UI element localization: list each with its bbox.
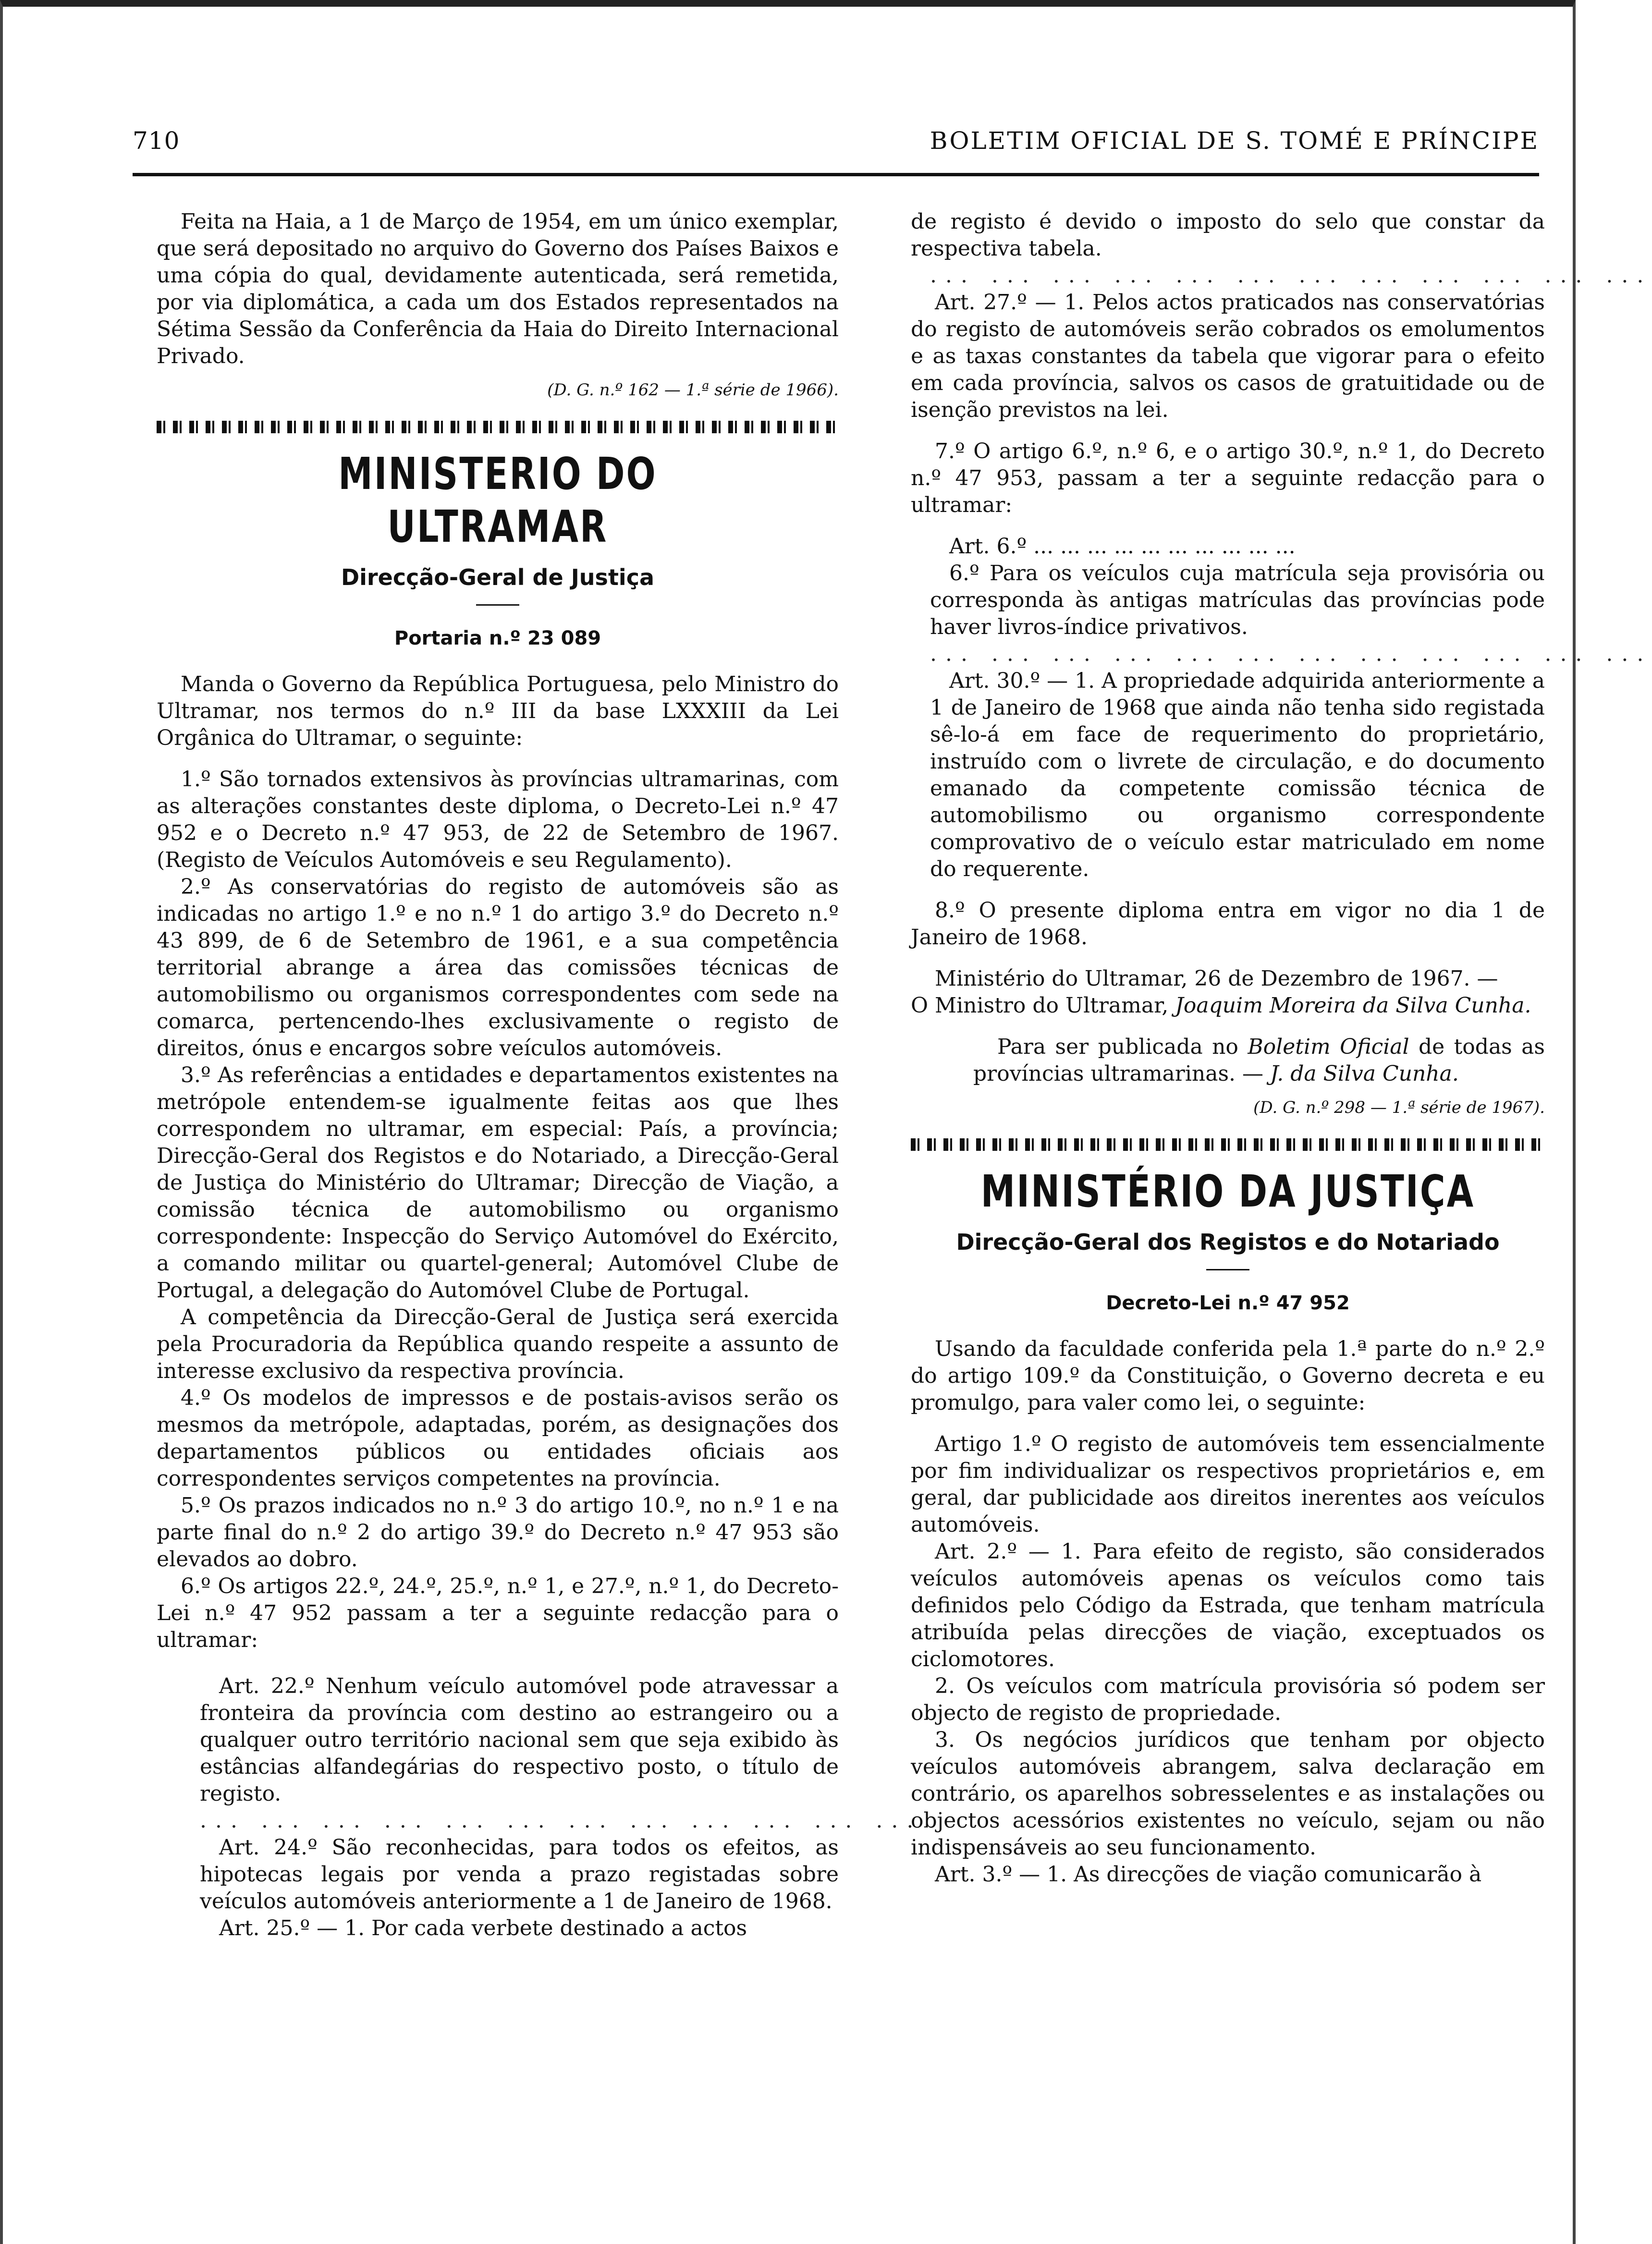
- signature-line-2: [911, 992, 1545, 1019]
- decree-title: Decreto-Lei n.º 47 952: [1106, 1292, 1350, 1314]
- portaria-title: Portaria n.º 23 089: [394, 627, 601, 649]
- directorate-heading: Direcção-Geral dos Registos e do Notariado: [956, 1229, 1500, 1255]
- article-25: Art. 25.º — 1. Por cada verbete destinado a actos: [219, 1916, 747, 1940]
- paragraph-4: 4.º Os modelos de impressos e de postais-avisos serão os mesmos da metrópole, adaptadas, porém, as designações dos departamentos públicos ou entidades oficiais aos correspondentes serviços competentes na província.: [157, 1386, 839, 1491]
- ellipsis-line: ... ... ... ... ... ... ... ... ... ... ... ...: [200, 1808, 922, 1833]
- signature-prefix: O Ministro do Ultramar,: [911, 993, 1175, 1018]
- article-2-item-2: 2. Os veículos com matrícula provisória só podem ser objecto de registo de propriedade.: [911, 1674, 1545, 1725]
- running-header: [133, 127, 1539, 160]
- source-reference: (D. G. n.º 298 — 1.ª série de 1967).: [1253, 1098, 1545, 1117]
- paragraph-5: 5.º Os prazos indicados no n.º 3 do artigo 10.º, no n.º 1 e na parte final do n.º 2 do artigo 39.º do Decreto n.º 47 953 são elevados ao dobro.: [157, 1493, 839, 1572]
- short-rule: [1206, 1269, 1249, 1270]
- publication-prefix: Para ser publicada no: [997, 1035, 1248, 1059]
- continuation-text: de registo é devido o imposto do selo que constar da respectiva tabela.: [911, 209, 1545, 261]
- source-reference: (D. G. n.º 162 — 1.ª série de 1966).: [547, 380, 839, 400]
- article-2: Art. 2.º — 1. Para efeito de registo, são considerados veículos automóveis apenas os veículos como tais definidos pelo Código da Estrada, que tenham matrícula atribuída pelas direcções de viação, exceptuados os ciclomotores.: [911, 1539, 1545, 1671]
- short-rule: [476, 604, 519, 606]
- right-column: [911, 208, 1652, 1888]
- section-ornament: [157, 421, 839, 433]
- left-column: [157, 208, 922, 1942]
- paragraph-manda: Manda o Governo da República Portuguesa, pelo Ministro do Ultramar, nos termos do n.º III da base LXXXIII da Lei Orgânica do Ultramar, o seguinte:: [157, 672, 839, 750]
- publication-signature: J. da Silva Cunha.: [1270, 1061, 1459, 1086]
- page-number: 710: [133, 127, 180, 155]
- article-6: Art. 6.º ... ... ... ... ... ... ... ... ... ...: [949, 534, 1296, 559]
- directorate-heading: Direcção-Geral de Justiça: [341, 564, 655, 590]
- paragraph-3: 3.º As referências a entidades e departamentos existentes na metrópole entendem-se igualmente feitas aos que lhes correspondem no ultramar, em especial: País, a província; Direcção-Geral dos Registos e do Notariado, a Direcção-Geral de Justiça do Ministério do Ultramar; Direcção de Viação, a comissão técnica de automobilismo ou organismo correspondente: Inspecção do Serviço Automóvel do Exército, a comando militar ou quartel-general; Automóvel Clube de Portugal, a delegação do Automóvel Clube de Portugal.: [157, 1063, 839, 1303]
- ministry-heading: MINISTÉRIO DA JUSTIÇA: [980, 1166, 1475, 1217]
- ellipsis-line: ... ... ... ... ... ... ... ... ... ... ... ...: [930, 263, 1652, 288]
- article-22: Art. 22.º Nenhum veículo automóvel pode atravessar a fronteira da província com destino ao estrangeiro ou a qualquer outro território nacional sem que seja exibido às estâncias alfandegárias do respectivo posto, o título de registo.: [200, 1674, 839, 1806]
- article-30: Art. 30.º — 1. A propriedade adquirida anteriormente a 1 de Janeiro de 1968 que ainda não tenha sido registada sê-lo-á em face de requerimento do proprietário, instruído com o livrete de circulação, e do documento emanado da competente comissão técnica de automobilismo ou organismo correspondente comprovativo de o veículo estar matriculado em nome do requerente.: [930, 669, 1545, 881]
- article-2-item-3: 3. Os negócios jurídicos que tenham por objecto veículos automóveis abrangem, salva declaração em contrário, os aparelhos sobresselentes e as instalações ou objectos acessórios existentes no veículo, sejam ou não indispensáveis ao seu funcionamento.: [911, 1728, 1545, 1860]
- paragraph-feita: Feita na Haia, a 1 de Março de 1954, em um único exemplar, que será depositado no arquivo do Governo dos Países Baixos e uma cópia do qual, devidamente autenticada, será remetida, por via diplomática, a cada um dos Estados representados na Sétima Sessão da Conferência da Haia do Direito Internacional Privado.: [157, 209, 839, 368]
- publication-note: [973, 1034, 1545, 1087]
- header-rule: [133, 173, 1539, 176]
- paragraph-1: 1.º São tornados extensivos às províncias ultramarinas, com as alterações constantes deste diploma, o Decreto-Lei n.º 47 952 e o Decreto n.º 47 953, de 22 de Setembro de 1967. (Registo de Veículos Automóveis e seu Regulamento).: [157, 767, 839, 872]
- ministry-heading: MINISTERIO DO ULTRAMAR: [338, 448, 657, 552]
- article-1: Artigo 1.º O registo de automóveis tem essencialmente por fim individualizar os respectivos proprietários e, em geral, dar publicidade aos direitos inerentes aos veículos automóveis.: [911, 1432, 1545, 1537]
- ellipsis-line: ... ... ... ... ... ... ... ... ... ... ... ...: [930, 642, 1652, 666]
- paragraph-6: 6.º Os artigos 22.º, 24.º, 25.º, n.º 1, e 27.º, n.º 1, do Decreto-Lei n.º 47 952 passam a ter a seguinte redacção para o ultramar:: [157, 1574, 839, 1652]
- paragraph-3b: A competência da Direcção-Geral de Justiça será exercida pela Procuradoria da República quando respeite a assunto de interesse exclusivo da respectiva província.: [157, 1305, 839, 1383]
- article-27: Art. 27.º — 1. Pelos actos praticados nas conservatórias do registo de automóveis serão cobrados os emolumentos e as taxas constantes da tabela que vigorar para o efeito em cada província, salvos os casos de gratuitidade ou de isenção previstos na lei.: [911, 290, 1545, 422]
- publication-middle: de todas as províncias ultramarinas. —: [973, 1035, 1545, 1086]
- article-24: Art. 24.º São reconhecidas, para todos os efeitos, as hipotecas legais por venda a prazo registadas sobre veículos automóveis anteriormente a 1 de Janeiro de 1968.: [200, 1835, 839, 1914]
- publication-title: BOLETIM OFICIAL DE S. TOMÉ E PRÍNCIPE: [930, 127, 1539, 155]
- paragraph-usando: Usando da faculdade conferida pela 1.ª parte do n.º 2.º do artigo 109.º da Constituição, o Governo decreta e eu promulgo, para valer como lei, o seguinte:: [911, 1337, 1545, 1415]
- bulletin-name: Boletim Oficial: [1248, 1035, 1409, 1059]
- section-ornament: [911, 1138, 1545, 1151]
- signature-line-1: Ministério do Ultramar, 26 de Dezembro de 1967. —: [935, 966, 1498, 991]
- minister-name: Joaquim Moreira da Silva Cunha.: [1175, 993, 1531, 1018]
- paragraph-8: 8.º O presente diploma entra em vigor no dia 1 de Janeiro de 1968.: [911, 898, 1545, 950]
- article-6-item-6: 6.º Para os veículos cuja matrícula seja provisória ou corresponda às antigas matrículas das províncias pode haver livros-índice privativos.: [930, 561, 1545, 639]
- paragraph-2: 2.º As conservatórias do registo de automóveis são as indicadas no artigo 1.º e no n.º 1 do artigo 3.º do Decreto n.º 43 899, de 6 de Setembro de 1961, e a sua competência territorial abrange a área das comissões técnicas de automobilismo ou organismos correspondentes com sede na comarca, pertencendo-lhes exclusivamente o registo de direitos, ónus e encargos sobre veículos automóveis.: [157, 875, 839, 1061]
- article-3: Art. 3.º — 1. As direcções de viação comunicarão à: [935, 1862, 1482, 1887]
- quoted-articles-right: [911, 533, 1652, 883]
- quoted-articles: [157, 1673, 922, 1942]
- paragraph-7: 7.º O artigo 6.º, n.º 6, e o artigo 30.º, n.º 1, do Decreto n.º 47 953, passam a ter a seguinte redacção para o ultramar:: [911, 439, 1545, 517]
